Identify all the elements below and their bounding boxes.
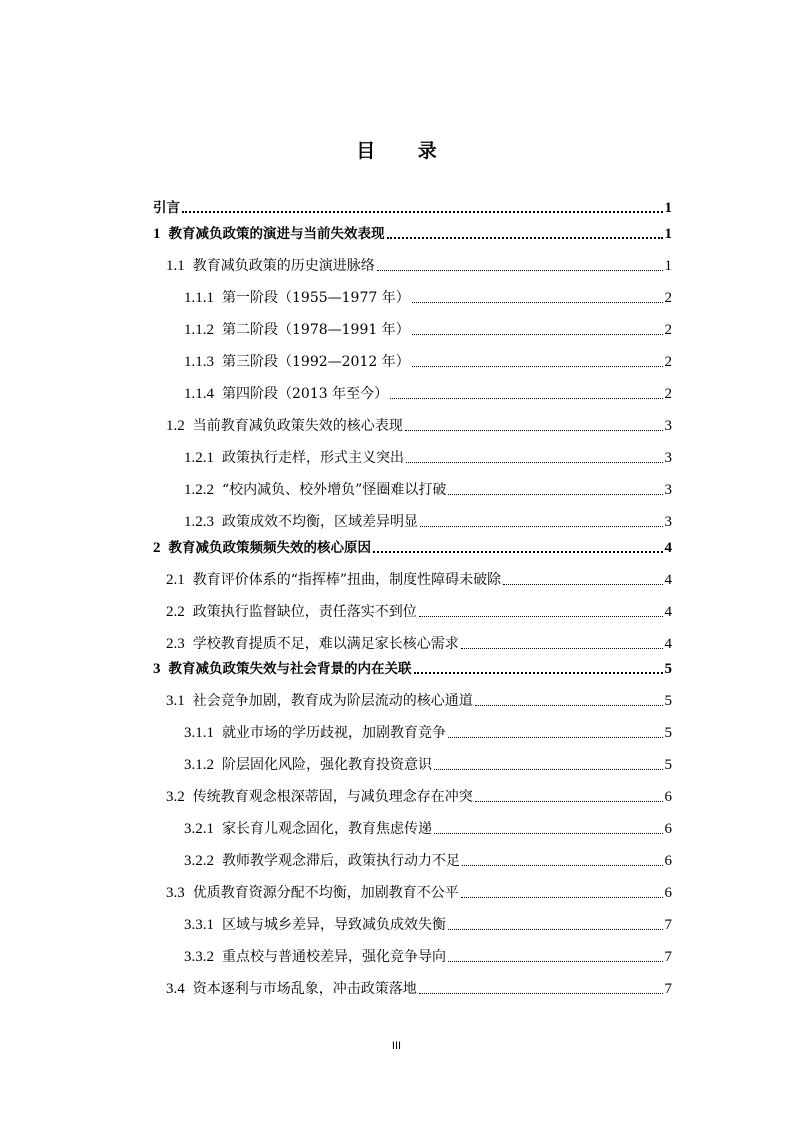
toc-entry[interactable]	[184, 915, 672, 935]
toc-entry-page: 4	[664, 540, 672, 556]
toc-entry-title: 政策成效不均衡，区域差异明显	[222, 514, 418, 530]
dot-leader	[448, 915, 663, 935]
toc-entry-number: 3.2.2	[184, 853, 214, 869]
toc-entry-number: 2.1	[166, 572, 185, 588]
toc-entry-label	[184, 288, 410, 308]
toc-entry-page: 7	[664, 949, 672, 965]
toc-entry-label	[184, 755, 432, 775]
dot-leader	[448, 723, 663, 743]
toc-entry-title: 教育减负政策失效与社会背景的内在关联	[168, 661, 412, 677]
toc-entry-title: 第四阶段（2013 年至今）	[222, 386, 389, 402]
toc-entry-number: 3.3.2	[184, 949, 214, 965]
toc-entry-title: 就业市场的学历歧视，加剧教育竞争	[222, 725, 446, 741]
toc-entry-label	[184, 915, 446, 935]
page-title: 目 录	[356, 140, 455, 162]
toc-entry-label	[184, 352, 410, 372]
toc-entry-title: 学校教育提质不足，难以满足家长核心需求	[192, 636, 459, 652]
toc-entry-label	[184, 947, 446, 967]
toc-entry-label	[184, 819, 432, 839]
toc-entry[interactable]	[184, 512, 672, 532]
dot-leader	[475, 691, 663, 711]
dot-leader	[414, 659, 663, 679]
toc-entry-number: 3.1	[166, 693, 185, 709]
dot-leader	[448, 947, 663, 967]
toc-entry-number: 1.2	[166, 418, 185, 434]
toc-entry[interactable]	[184, 352, 672, 372]
page-number-footer: III	[391, 1040, 402, 1052]
toc-entry-label	[184, 448, 404, 468]
toc-entry[interactable]	[153, 659, 672, 679]
toc-entry-page: 5	[664, 757, 672, 773]
toc-entry-label	[184, 384, 388, 404]
dot-leader	[412, 288, 663, 308]
toc-entry-title: 社会竞争加剧，教育成为阶层流动的核心通道	[192, 693, 473, 709]
toc-entry[interactable]	[184, 384, 672, 404]
toc-entry-page: 7	[664, 981, 672, 997]
toc-entry[interactable]	[184, 288, 672, 308]
toc-entry-title: 第二阶段（1978—1991 年）	[222, 322, 410, 338]
dot-leader	[462, 851, 663, 871]
toc-entry-number: 3.2.1	[184, 821, 214, 837]
toc-entry-page: 1	[664, 258, 672, 274]
toc-entry-number: 3.4	[166, 981, 185, 997]
toc-entry-label	[166, 602, 417, 622]
toc-entry-label	[166, 634, 459, 654]
toc-entry-number: 3.1.2	[184, 757, 214, 773]
toc-entry-label	[166, 691, 473, 711]
toc-entry-label	[166, 256, 375, 276]
toc-entry-page: 1	[664, 226, 672, 242]
toc-entry-page: 2	[664, 386, 672, 402]
toc-entry-number: 1.1.3	[184, 354, 214, 370]
toc-entry-page: 6	[664, 821, 672, 837]
toc-entry-page: 5	[664, 661, 672, 677]
dot-leader	[373, 538, 663, 558]
toc-entry-number: 1.1.2	[184, 322, 214, 338]
toc-entry-page: 4	[664, 572, 672, 588]
toc-entry-title: 重点校与普通校差异，强化竞争导向	[222, 949, 446, 965]
dot-leader	[434, 819, 663, 839]
toc-entry-page: 3	[664, 418, 672, 434]
toc-entry-number: 2.2	[166, 604, 185, 620]
toc-entry[interactable]	[184, 320, 672, 340]
toc-entry[interactable]	[166, 602, 672, 622]
toc-entry-title: 第一阶段（1955—1977 年）	[222, 290, 410, 306]
toc-entry-label	[184, 723, 446, 743]
toc-entry-number: 1	[153, 226, 161, 242]
toc-entry-number: 3.2	[166, 789, 185, 805]
toc-entry-label	[166, 416, 403, 436]
toc-entry-number: 1.1.1	[184, 290, 214, 306]
toc-entry-page: 1	[664, 200, 672, 216]
toc-entry[interactable]	[166, 979, 672, 999]
toc-entry-number: 3.3.1	[184, 917, 214, 933]
toc-entry-title: 阶层固化风险，强化教育投资意识	[222, 757, 432, 773]
toc-entry-number: 1.1.4	[184, 386, 214, 402]
dot-leader	[412, 352, 663, 372]
dot-leader	[419, 979, 663, 999]
toc-entry[interactable]	[166, 570, 672, 590]
toc-entry-label	[153, 198, 180, 218]
toc-entry-page: 6	[664, 885, 672, 901]
toc-entry-page: 5	[664, 725, 672, 741]
toc-entry[interactable]	[153, 224, 672, 244]
toc-entry-title: 教育减负政策频频失效的核心原因	[168, 540, 371, 556]
toc-entry-number: 1.2.1	[184, 450, 214, 466]
toc-entry-title: 第三阶段（1992—2012 年）	[222, 354, 410, 370]
toc-entry-label	[153, 538, 371, 558]
toc-entry[interactable]	[184, 819, 672, 839]
toc-entry[interactable]	[184, 947, 672, 967]
toc-entry-label	[153, 659, 412, 679]
toc-entry[interactable]	[184, 851, 672, 871]
toc-entry[interactable]	[184, 755, 672, 775]
toc-entry-number: 2	[153, 540, 161, 556]
dot-leader	[405, 416, 663, 436]
toc-entry-label	[166, 570, 501, 590]
dot-leader	[461, 883, 663, 903]
toc-entry-title: 优质教育资源分配不均衡，加剧教育不公平	[192, 885, 459, 901]
toc-entry-title: 引言	[153, 200, 180, 216]
toc-entry-title: 传统教育观念根深蒂固，与减负理念存在冲突	[192, 789, 473, 805]
toc-entry-title: “校内减负、校外增负”怪圈难以打破	[222, 482, 447, 498]
toc-entry-page: 5	[664, 693, 672, 709]
toc-entry-page: 2	[664, 354, 672, 370]
toc-entry-number: 3.1.1	[184, 725, 214, 741]
toc-entry-label	[153, 224, 385, 244]
toc-entry-label	[184, 320, 410, 340]
dot-leader	[434, 755, 663, 775]
toc-entry-title: 政策执行走样，形式主义突出	[222, 450, 404, 466]
toc-entry-title: 当前教育减负政策失效的核心表现	[192, 418, 403, 434]
toc-entry-label	[166, 979, 417, 999]
dot-leader	[182, 198, 663, 218]
toc-entry-title: 家长育儿观念固化，教育焦虑传递	[222, 821, 432, 837]
toc-entry-page: 6	[664, 789, 672, 805]
toc-entry-page: 3	[664, 450, 672, 466]
toc-entry-number: 3	[153, 661, 161, 677]
toc-entry[interactable]	[184, 448, 672, 468]
toc-entry[interactable]	[166, 256, 672, 276]
toc-entry-page: 3	[664, 482, 672, 498]
toc-entry-label	[184, 851, 460, 871]
dot-leader	[387, 224, 663, 244]
toc-entry[interactable]	[153, 198, 672, 218]
toc-entry[interactable]	[184, 480, 672, 500]
toc-entry[interactable]	[166, 883, 672, 903]
toc-entry-label	[184, 480, 446, 500]
dot-leader	[412, 320, 663, 340]
toc-entry-number: 1.1	[166, 258, 185, 274]
dot-leader	[377, 256, 663, 276]
toc-entry-page: 6	[664, 853, 672, 869]
toc-entry-title: 政策执行监督缺位，责任落实不到位	[192, 604, 417, 620]
toc-entry-number: 1.2.3	[184, 514, 214, 530]
toc-entry-number: 1.2.2	[184, 482, 214, 498]
toc-entry-title: 区域与城乡差异，导致减负成效失衡	[222, 917, 446, 933]
dot-leader	[448, 480, 662, 500]
toc-entry[interactable]	[153, 538, 672, 558]
toc-entry[interactable]	[166, 691, 672, 711]
toc-entry-label	[166, 787, 473, 807]
toc-entry-title: 教育减负政策的历史演进脉络	[192, 258, 375, 274]
dot-leader	[390, 384, 662, 404]
dot-leader	[406, 448, 663, 468]
toc-entry-label	[166, 883, 459, 903]
toc-entry-title: 教师教学观念滞后，政策执行动力不足	[222, 853, 460, 869]
toc-entry[interactable]	[184, 723, 672, 743]
toc-entry[interactable]	[166, 634, 672, 654]
toc-entry[interactable]	[166, 787, 672, 807]
toc-entry-page: 4	[664, 636, 672, 652]
toc-entry-page: 2	[664, 322, 672, 338]
toc-entry[interactable]	[166, 416, 672, 436]
toc-entry-title: 教育评价体系的“指挥棒”扭曲，制度性障碍未破除	[192, 572, 502, 588]
toc-entry-title: 资本逐利与市场乱象，冲击政策落地	[192, 981, 417, 997]
dot-leader	[461, 634, 663, 654]
toc-entry-page: 7	[664, 917, 672, 933]
toc-entry-page: 2	[664, 290, 672, 306]
dot-leader	[503, 570, 662, 590]
toc-entry-label	[184, 512, 418, 532]
toc-entry-number: 3.3	[166, 885, 185, 901]
toc-entry-number: 2.3	[166, 636, 185, 652]
toc-entry-page: 3	[664, 514, 672, 530]
toc-entry-title: 教育减负政策的演进与当前失效表现	[168, 226, 385, 242]
dot-leader	[420, 512, 663, 532]
dot-leader	[475, 787, 663, 807]
dot-leader	[419, 602, 663, 622]
toc-entry-page: 4	[664, 604, 672, 620]
